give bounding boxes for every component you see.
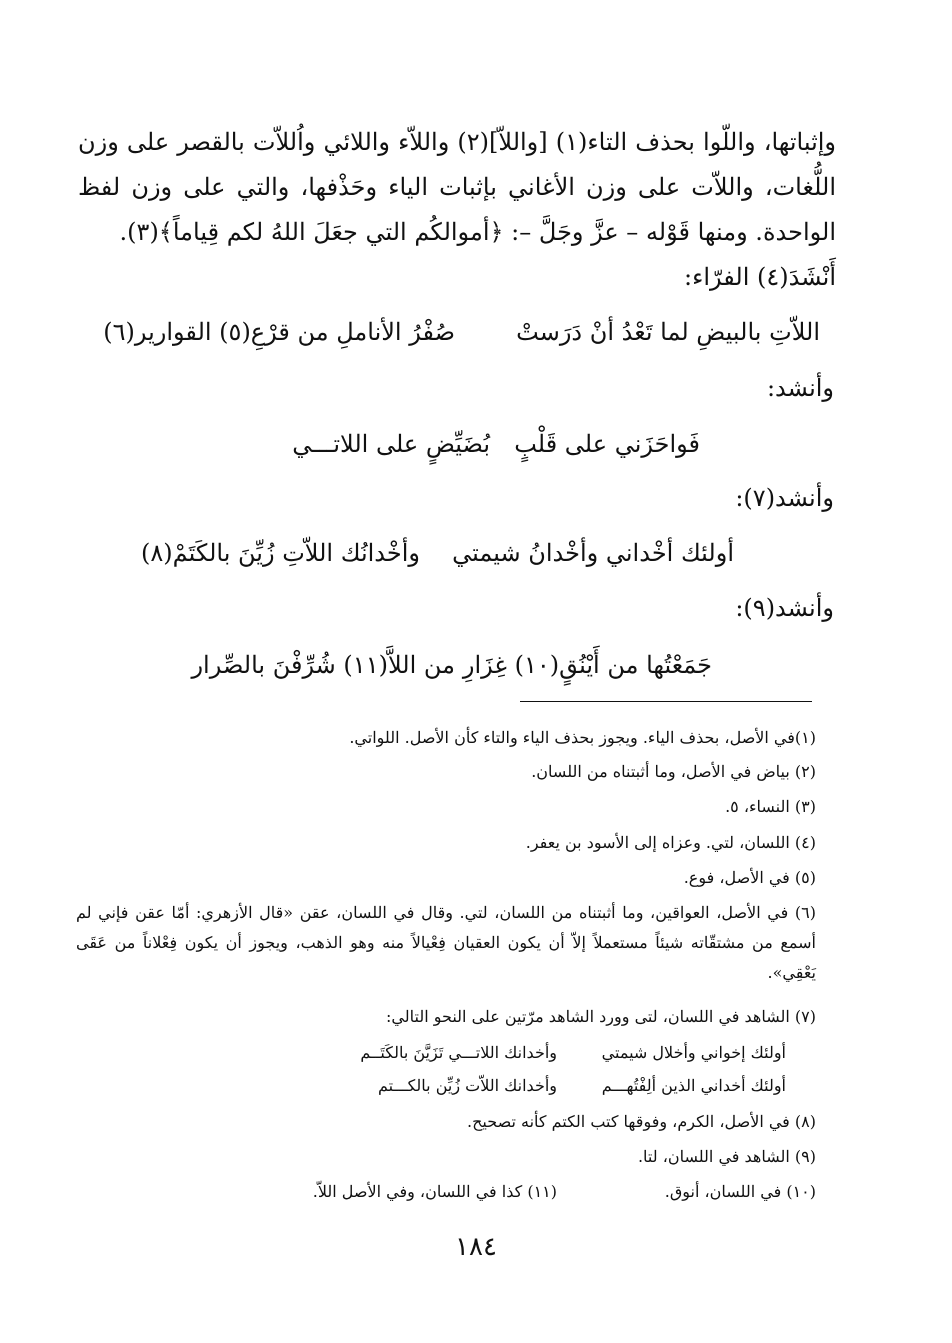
footnote-3: (٣) النساء، ٥. <box>725 797 816 816</box>
verse-3-first-hemistich: أولئك أخْداني وأخْدانُ شيمتي <box>452 539 734 567</box>
page-number: ١٨٤ <box>455 1232 497 1262</box>
footnote-4: (٤) اللسان، لتي. وعزاه إلى الأسود بن يعفر. <box>525 833 816 852</box>
footnote-11: (١١) كذا في اللسان، وفي الأصل اللاّ. <box>312 1182 557 1201</box>
footnote-7-line-1-first: أولئك إخواني وأخلال شيمتي <box>601 1043 786 1062</box>
footnote-1: (١)في الأصل، بحذف الياء. ويجوز بحذف الياء والتاء كأن الأصل. اللواتي. <box>349 728 816 747</box>
verse-2-first-hemistich: فَواحَزَني على قَلْبٍ <box>514 430 700 458</box>
footnote-7: (٧) الشاهد في اللسان، لتى وورد الشاهد مرّتين على النحو التالي: <box>386 1007 816 1026</box>
verse-4-first-hemistich: جَمَعْتُها من أَيْنُقٍ(١٠) غِزَارِ <box>462 651 712 679</box>
footnote-5: (٥) في الأصل، فوع. <box>683 868 816 887</box>
verse-4 <box>120 645 820 685</box>
verse-2-intro: وأنشد: <box>766 374 834 402</box>
verse-1-first-hemistich: اللاّتِ بالبيضِ لما تَعْدُ أنْ دَرَستْ <box>516 318 820 346</box>
footnote-2: (٢) بياض في الأصل، وما أثبتناه من اللسان. <box>531 762 816 781</box>
verse-4-second-hemistich: من اللاَّ(١١) شُرِّفْنَ بالصِّرار <box>191 651 455 679</box>
verse-3-second-hemistich: وأخْدانُك اللاّتِ زُيِّنَ بالكَتَمْ(٨) <box>141 539 420 567</box>
footnote-6: (٦) في الأصل، العواقين، وما أثبتناه من اللسان، لتي. وقال في اللسان، عقن «قال الأزهري: أمّا عقن فإني لم أسمع من مشتقّاته شيئاً مستعملاً إلاّ أن يكون العقيان فِعْيالاً منه وهو الذهب، ويجوز أن يكون فِعْلاناً من عَقَى يَعْقِي». <box>76 903 817 982</box>
verse-2 <box>120 424 820 464</box>
footnote-9: (٩) الشاهد في اللسان، لتا. <box>637 1147 816 1166</box>
verse-3 <box>120 533 820 573</box>
footnote-7-line-2-second: وأخدانك اللاّت زُيِّن بالكـــتم <box>378 1076 557 1095</box>
footnote-10: (١٠) في اللسان، أنوق. <box>664 1182 816 1201</box>
footnote-8: (٨) في الأصل، الكرم، وفوقها كتب الكتم كأنه تصحيح. <box>467 1112 816 1131</box>
footnote-separator <box>520 701 812 702</box>
verse-4-intro: وأنشد(٩): <box>735 594 834 622</box>
footnote-7-line-1-second: وأخدانك اللاتـــي تَزَيَّنَ بالكَتَــم <box>360 1043 557 1062</box>
paragraph-text: وإثباتها، واللّوا بحذف التاء(١) [واللاّ](٢) واللاّء واللائي واُللاّت بالقصر على وزن اللُّغات، واللاّت على وزن الأغاني بإثبات الياء وحَذْفها، والتي على وزن لفظ الواحدة. ومنها قَوْله – عزَّ وجَلَّ –: ﴿أموالكُم التي جعَلَ اللهُ لكم قِياماً﴾(٣). <box>78 128 836 246</box>
verse-2-second-hemistich: بُضَيِّضٍ على اللاتـــي <box>292 430 490 458</box>
recitation-intro: أَنْشَدَ(٤) الفرّاء: <box>683 263 836 291</box>
main-paragraph <box>78 120 836 300</box>
footnote-7-line-2-first: أولئك أخداني الذين ألِفْتُهـــم <box>601 1076 786 1095</box>
verse-1 <box>103 312 820 352</box>
verse-3-intro: وأنشد(٧): <box>735 484 834 512</box>
verse-1-second-hemistich: صُفْرُ الأناملِ من قرْعِ(٥) القوارير(٦) <box>103 318 455 346</box>
